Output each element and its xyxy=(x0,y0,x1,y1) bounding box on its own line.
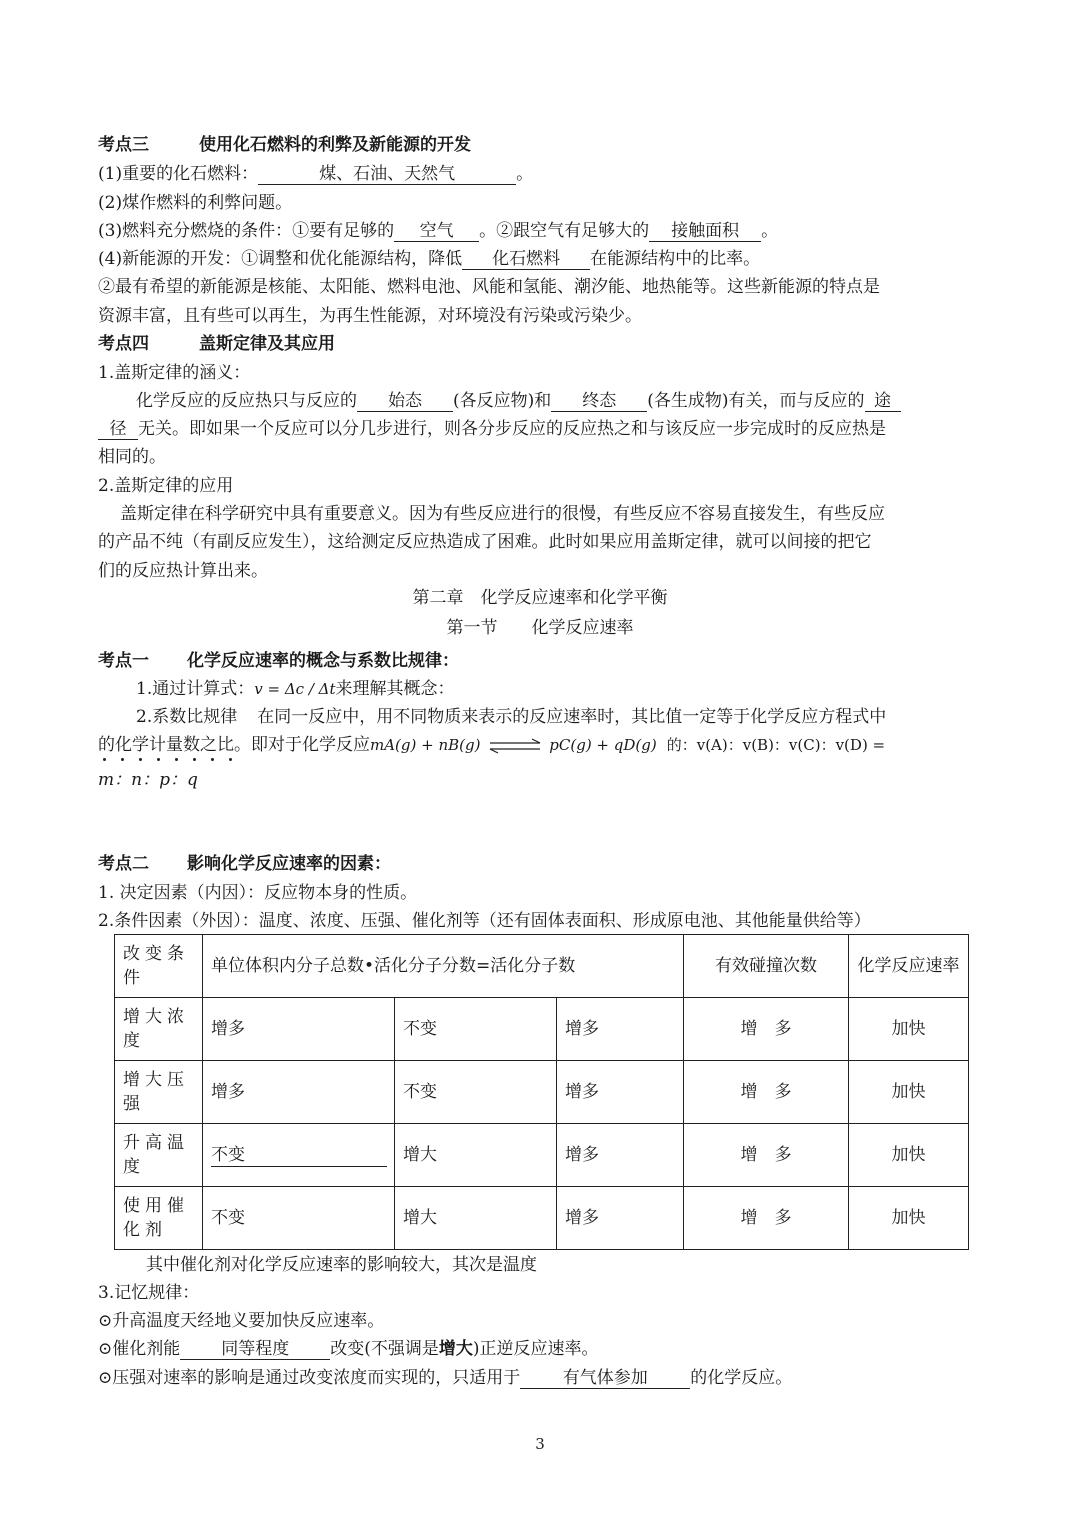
emphasis-dot xyxy=(229,758,232,761)
table-row xyxy=(115,1061,969,1124)
blank-initial-state: 始态 xyxy=(357,391,453,412)
table-header-row xyxy=(115,935,969,998)
cell-total-molecules: 增多 xyxy=(203,1061,395,1124)
section4-para1-line3: 相同的。 xyxy=(98,447,166,467)
emphasis-dot xyxy=(121,758,124,761)
point1-heading: 考点一 化学反应速率的概念与系数比规律： xyxy=(98,651,459,671)
point1-line3: 的化学计量数之比。即对于化学反应mA(g) + nB(g) pC(g) + qD(g) 的：v(A)：v(B)：v(C)：v(D) = xyxy=(98,735,886,755)
rate-formula: v = Δc / Δt xyxy=(254,680,336,698)
emphasis-dot xyxy=(103,758,106,761)
table-note: 其中催化剂对化学反应速率的影响较大，其次是温度 xyxy=(146,1255,537,1275)
rule-catalyst: ⊙催化剂能 同等程度 改变(不强调是增大)正逆反应速率。 xyxy=(98,1339,599,1359)
point2-heading: 考点二 影响化学反应速率的因素： xyxy=(98,854,391,874)
emphasis-dot xyxy=(193,758,196,761)
cell-total-molecules: 增多 xyxy=(203,998,395,1061)
section4-para1-line2: 径 无关。即如果一个反应可以分几步进行，则各分步反应的反应热之和与该反应一步完成时的反应热是 xyxy=(98,418,886,440)
row-condition: 增大浓度 xyxy=(115,998,203,1061)
point1-line2: 2.系数比规律 在同一反应中，用不同物质来表示的反应速率时，其比值一定等于化学反应方程式中 xyxy=(136,707,887,727)
section4-heading: 考点四 盖斯定律及其应用 xyxy=(98,334,335,354)
section4-sub2: 2.盖斯定律的应用 xyxy=(98,476,234,496)
cell-activated-molecules: 增多 xyxy=(557,1124,684,1187)
rule-pressure: ⊙压强对速率的影响是通过改变浓度而实现的，只适用于 有气体参加 的化学反应。 xyxy=(98,1368,793,1388)
section3-line6: 资源丰富，且有些可以再生，为再生性能源，对环境没有污染或污染少。 xyxy=(98,306,642,326)
blank-gas-participation: 有气体参加 xyxy=(520,1368,690,1389)
cell-collisions: 增 多 xyxy=(684,998,849,1061)
cell-collisions: 增 多 xyxy=(684,1187,849,1250)
cell-rate: 加快 xyxy=(849,1187,969,1250)
emphasis-dot xyxy=(139,758,142,761)
cell-activated-molecules: 增多 xyxy=(557,1061,684,1124)
section4-para1-line1: 化学反应的反应热只与反应的 始态 (各反应物)和 终态 (各生成物)有关，而与反应的 途 xyxy=(136,390,901,412)
emphasis-dot xyxy=(211,758,214,761)
blank-final-state: 终态 xyxy=(551,391,647,412)
cell-rate: 加快 xyxy=(849,998,969,1061)
section-title: 第一节 化学反应速率 xyxy=(446,618,634,638)
section3-line5: ②最有希望的新能源是核能、太阳能、燃料电池、风能和氢能、潮汐能、地热能等。这些新能源的特点是 xyxy=(98,277,880,297)
rule-temperature: ⊙升高温度天经地义要加快反应速率。 xyxy=(98,1311,385,1331)
header-collisions: 有效碰撞次数 xyxy=(684,935,849,998)
cell-activated-fraction: 不变 xyxy=(395,1061,557,1124)
factors-table xyxy=(114,934,969,1250)
header-rate: 化学反应速率 xyxy=(849,935,969,998)
cell-rate: 加快 xyxy=(849,1061,969,1124)
section3-line4: (4)新能源的开发：①调整和优化能源结构，降低 化石燃料 在能源结构中的比率。 xyxy=(98,249,761,269)
section4-sub1: 1.盖斯定律的涵义： xyxy=(98,363,251,383)
cell-activated-fraction: 增大 xyxy=(395,1124,557,1187)
equation-left: mA(g) + nB(g) xyxy=(370,736,481,754)
section4-para2-line1: 盖斯定律在科学研究中具有重要意义。因为有些反应进行的很慢，有些反应不容易直接发生，有些反应 xyxy=(120,504,885,524)
section4-para2-line3: 们的反应热计算出来。 xyxy=(98,561,268,581)
blank-path-part1: 途 xyxy=(865,391,901,412)
section4-para2-line2: 的产品不纯（有副反应发生），这给测定反应热造成了困难。此时如果应用盖斯定律，就可以间接的把它 xyxy=(98,532,872,552)
point2-line1: 1. 决定因素（内因）：反应物本身的性质。 xyxy=(98,883,418,903)
row-condition: 使用催化剂 xyxy=(115,1187,203,1250)
section3-heading: 考点三 使用化石燃料的利弊及新能源的开发 xyxy=(98,135,471,155)
point2-sub3: 3.记忆规律： xyxy=(98,1283,200,1303)
blank-contact-area: 接触面积 xyxy=(649,221,761,242)
point1-line4: m：n：p：q xyxy=(98,770,198,790)
header-molecules: 单位体积内分子总数•活化分子分数=活化分子数 xyxy=(203,935,684,998)
blank-air: 空气 xyxy=(394,221,479,242)
cell-activated-molecules: 增多 xyxy=(557,998,684,1061)
row-condition: 升高温度 xyxy=(115,1124,203,1187)
section3-line1: (1)重要的化石燃料： 煤、石油、天然气 。 xyxy=(98,164,534,184)
section3-line2: (2)煤作燃料的利弊问题。 xyxy=(98,193,293,213)
cell-rate: 加快 xyxy=(849,1124,969,1187)
blank-fossil-fuels: 煤、石油、天然气 xyxy=(258,164,516,185)
emphasis-dot xyxy=(175,758,178,761)
blank-same-degree: 同等程度 xyxy=(180,1339,330,1360)
equilibrium-arrow-icon xyxy=(486,738,544,754)
cell-collisions: 增 多 xyxy=(684,1061,849,1124)
table-row xyxy=(115,998,969,1061)
table-row xyxy=(115,1124,969,1187)
point2-line2: 2.条件因素（外因）：温度、浓度、压强、催化剂等（还有固体表面积、形成原电池、其他能量供给等） xyxy=(98,911,871,931)
header-condition: 改变条件 xyxy=(115,935,203,998)
blank-fossil-fuel-ratio: 化石燃料 xyxy=(462,249,590,270)
table-row xyxy=(115,1187,969,1250)
point1-line1: 1.通过计算式：v = Δc / Δt来理解其概念： xyxy=(136,679,455,699)
emphasis-dot xyxy=(157,758,160,761)
equation-right: pC(g) + qD(g) xyxy=(549,736,657,754)
cell-activated-fraction: 不变 xyxy=(395,998,557,1061)
cell-total-molecules: 不变 xyxy=(203,1187,395,1250)
page-number: 3 xyxy=(535,1435,545,1453)
blank-path-part2: 径 xyxy=(98,419,138,440)
cell-collisions: 增 多 xyxy=(684,1124,849,1187)
cell-activated-molecules: 增多 xyxy=(557,1187,684,1250)
section3-line3: (3)燃料充分燃烧的条件：①要有足够的 空气 。②跟空气有足够大的 接触面积 。 xyxy=(98,221,779,241)
cell-total-molecules: 不变 xyxy=(203,1124,395,1187)
row-condition: 增大压强 xyxy=(115,1061,203,1124)
chapter-title: 第二章 化学反应速率和化学平衡 xyxy=(412,588,668,608)
cell-activated-fraction: 增大 xyxy=(395,1187,557,1250)
